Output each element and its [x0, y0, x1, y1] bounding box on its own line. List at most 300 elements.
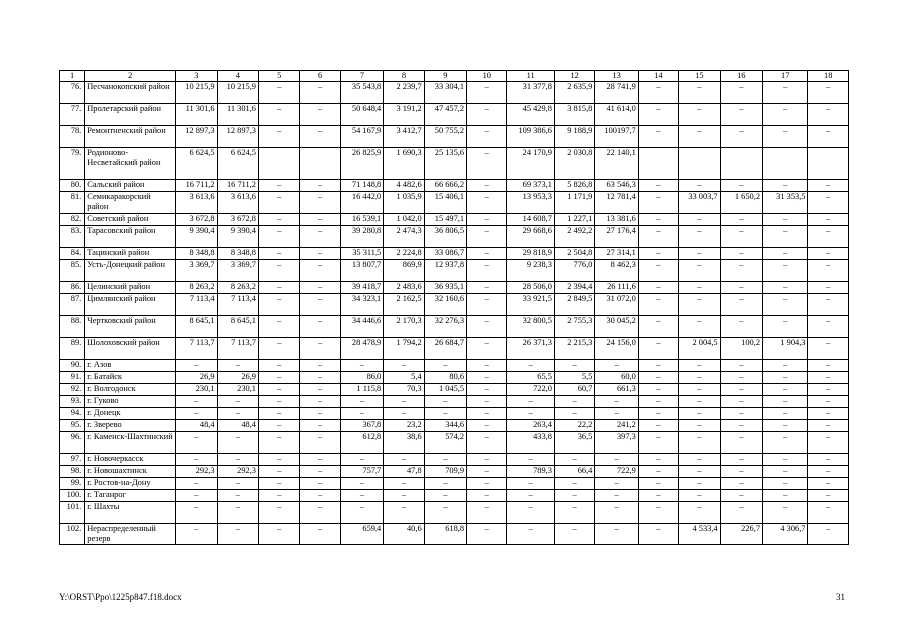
row-number: 83. — [60, 226, 85, 248]
table-cell: – — [340, 490, 383, 502]
column-number: 18 — [808, 71, 849, 82]
table-cell — [763, 148, 808, 180]
table-cell: 263,4 — [507, 420, 554, 432]
table-cell: 33 003,7 — [679, 192, 720, 214]
table-cell: 7 113,7 — [217, 338, 258, 360]
table-cell: – — [300, 396, 340, 408]
table-cell: – — [258, 524, 299, 545]
table-cell: – — [300, 226, 340, 248]
table-cell: – — [679, 420, 720, 432]
table-row — [60, 490, 849, 502]
row-number: 89. — [60, 338, 85, 360]
table-cell: 36 935,1 — [424, 282, 466, 294]
table-cell: – — [808, 338, 849, 360]
table-cell: 25 135,6 — [424, 148, 466, 180]
table-cell: 2 755,3 — [554, 316, 594, 338]
table-cell: – — [679, 82, 720, 104]
column-number: 14 — [638, 71, 678, 82]
table-cell: – — [467, 294, 507, 316]
table-cell: – — [638, 420, 678, 432]
row-number: 96. — [60, 432, 85, 454]
district-name: г. Азов — [85, 360, 176, 372]
table-cell: – — [808, 408, 849, 420]
column-number: 7 — [340, 71, 383, 82]
district-name: Чертковский район — [85, 316, 176, 338]
table-cell: 30 045,2 — [595, 316, 638, 338]
table-cell: – — [300, 180, 340, 192]
table-cell: – — [300, 316, 340, 338]
row-number: 102. — [60, 524, 85, 545]
table-cell: – — [720, 104, 762, 126]
table-cell: 1 794,2 — [384, 338, 424, 360]
table-cell: – — [679, 372, 720, 384]
table-cell: 33 086,7 — [424, 248, 466, 260]
table-cell: 23,2 — [384, 420, 424, 432]
column-number: 10 — [467, 71, 507, 82]
table-cell: 1 171,9 — [554, 192, 594, 214]
table-cell: 65,5 — [507, 372, 554, 384]
table-cell: 66,4 — [554, 466, 594, 478]
district-name: Тарасовский район — [85, 226, 176, 248]
table-cell: – — [638, 524, 678, 545]
table-cell: – — [763, 478, 808, 490]
table-cell: 12 897,3 — [217, 126, 258, 148]
table-cell: – — [467, 420, 507, 432]
table-cell: 1 904,3 — [763, 338, 808, 360]
table-cell: 39 418,7 — [340, 282, 383, 294]
table-cell: – — [679, 214, 720, 226]
table-cell: – — [340, 360, 383, 372]
column-number: 9 — [424, 71, 466, 82]
table-cell: – — [384, 454, 424, 466]
table-cell: – — [467, 226, 507, 248]
table-row — [60, 502, 849, 524]
row-number: 95. — [60, 420, 85, 432]
table-cell: 41 614,0 — [595, 104, 638, 126]
table-cell: – — [638, 104, 678, 126]
table-cell: 5,4 — [384, 372, 424, 384]
table-cell: – — [384, 408, 424, 420]
table-cell: 12 897,3 — [176, 126, 217, 148]
table-cell: 9 390,4 — [217, 226, 258, 248]
table-cell: 1 035,9 — [384, 192, 424, 214]
district-name: Сальский район — [85, 180, 176, 192]
table-cell: – — [763, 466, 808, 478]
table-cell: 40,6 — [384, 524, 424, 545]
table-cell: – — [176, 396, 217, 408]
row-number: 87. — [60, 294, 85, 316]
row-number: 88. — [60, 316, 85, 338]
table-cell: – — [763, 226, 808, 248]
column-number: 13 — [595, 71, 638, 82]
table-cell: – — [808, 524, 849, 545]
district-name: г. Волгодонск — [85, 384, 176, 396]
table-cell: – — [595, 490, 638, 502]
table-cell: 22 140,1 — [595, 148, 638, 180]
table-cell: 722,0 — [507, 384, 554, 396]
table-cell: – — [638, 192, 678, 214]
table-cell: 3 613,6 — [217, 192, 258, 214]
table-cell: – — [595, 524, 638, 545]
table-cell: 33 921,5 — [507, 294, 554, 316]
table-cell: 28 741,9 — [595, 82, 638, 104]
table-cell: – — [424, 502, 466, 524]
table-cell: – — [217, 454, 258, 466]
table-cell: 2 483,6 — [384, 282, 424, 294]
table-cell: – — [720, 396, 762, 408]
table-cell: – — [258, 192, 299, 214]
table-cell: 869,9 — [384, 260, 424, 282]
table-cell: – — [467, 82, 507, 104]
table-cell: 26 825,9 — [340, 148, 383, 180]
table-cell: 45 429,8 — [507, 104, 554, 126]
table-cell: 35 543,8 — [340, 82, 383, 104]
row-number: 100. — [60, 490, 85, 502]
table-row — [60, 432, 849, 454]
table-cell: – — [554, 396, 594, 408]
table-cell: – — [808, 420, 849, 432]
table-cell: – — [300, 294, 340, 316]
table-cell: – — [638, 466, 678, 478]
table-cell: – — [300, 384, 340, 396]
table-row — [60, 180, 849, 192]
table-cell: – — [808, 316, 849, 338]
table-cell: 1 650,2 — [720, 192, 762, 214]
table-row — [60, 316, 849, 338]
row-number: 76. — [60, 82, 85, 104]
table-cell: – — [258, 432, 299, 454]
table-cell: – — [679, 226, 720, 248]
district-name: Целинский район — [85, 282, 176, 294]
table-cell: – — [720, 490, 762, 502]
table-cell: – — [176, 478, 217, 490]
table-cell: – — [763, 282, 808, 294]
row-number: 85. — [60, 260, 85, 282]
table-cell: – — [763, 180, 808, 192]
table-cell: – — [595, 396, 638, 408]
table-cell: – — [176, 502, 217, 524]
district-name: г. Шахты — [85, 502, 176, 524]
table-cell: 4 306,7 — [763, 524, 808, 545]
table-cell: – — [638, 294, 678, 316]
table-cell: – — [467, 360, 507, 372]
row-number: 97. — [60, 454, 85, 466]
table-row — [60, 214, 849, 226]
table-cell: 50 648,4 — [340, 104, 383, 126]
table-cell: – — [763, 104, 808, 126]
table-cell: – — [763, 454, 808, 466]
table-cell: 2 394,4 — [554, 282, 594, 294]
table-cell: – — [720, 502, 762, 524]
table-cell: – — [808, 294, 849, 316]
table-cell: – — [300, 490, 340, 502]
table-cell: – — [808, 372, 849, 384]
table-cell: – — [763, 316, 808, 338]
table-cell: – — [763, 396, 808, 408]
table-row — [60, 408, 849, 420]
table-cell: – — [763, 502, 808, 524]
table-cell: – — [300, 524, 340, 545]
table-cell: 11 301,6 — [217, 104, 258, 126]
table-cell: – — [679, 180, 720, 192]
table-cell: 230,1 — [176, 384, 217, 396]
table-cell: – — [679, 282, 720, 294]
table-cell: – — [300, 454, 340, 466]
table-cell: 226,7 — [720, 524, 762, 545]
budget-table — [59, 70, 849, 545]
district-name: г. Донецк — [85, 408, 176, 420]
table-cell: 60,0 — [595, 372, 638, 384]
row-number: 82. — [60, 214, 85, 226]
table-cell: – — [467, 432, 507, 454]
table-cell: – — [679, 104, 720, 126]
column-number: 1 — [60, 71, 85, 82]
table-row — [60, 282, 849, 294]
table-cell: – — [679, 478, 720, 490]
table-cell: 47 457,2 — [424, 104, 466, 126]
table-cell: – — [258, 316, 299, 338]
table-cell: – — [258, 408, 299, 420]
table-cell: 2 162,5 — [384, 294, 424, 316]
district-name: г. Гуково — [85, 396, 176, 408]
table-cell: – — [720, 384, 762, 396]
district-name: Родионово-Несветайский район — [85, 148, 176, 180]
district-name: Советский район — [85, 214, 176, 226]
column-number: 4 — [217, 71, 258, 82]
table-cell: – — [258, 396, 299, 408]
table-cell: – — [808, 180, 849, 192]
table-cell: 27 314,1 — [595, 248, 638, 260]
table-cell: – — [679, 490, 720, 502]
table-cell: – — [424, 478, 466, 490]
table-row — [60, 104, 849, 126]
table-cell: – — [300, 502, 340, 524]
table-cell: 33 304,1 — [424, 82, 466, 104]
table-cell: 2 215,3 — [554, 338, 594, 360]
table-cell: 38,6 — [384, 432, 424, 454]
table-cell: 8 263,2 — [217, 282, 258, 294]
table-cell: 8 645,1 — [217, 316, 258, 338]
table-cell: – — [258, 478, 299, 490]
table-cell: – — [258, 420, 299, 432]
table-cell: – — [763, 432, 808, 454]
table-cell: 70,3 — [384, 384, 424, 396]
district-name: Усть-Донецкий район — [85, 260, 176, 282]
table-row — [60, 82, 849, 104]
table-cell: 22,2 — [554, 420, 594, 432]
table-cell: 1 227,1 — [554, 214, 594, 226]
table-cell: – — [424, 454, 466, 466]
table-cell: – — [467, 126, 507, 148]
table-cell: 26 684,7 — [424, 338, 466, 360]
column-number: 15 — [679, 71, 720, 82]
table-cell: 47,8 — [384, 466, 424, 478]
table-row — [60, 226, 849, 248]
table-cell: – — [300, 82, 340, 104]
table-cell — [638, 148, 678, 180]
table-cell: – — [217, 408, 258, 420]
table-cell: 1 115,8 — [340, 384, 383, 396]
table-cell: – — [808, 192, 849, 214]
table-cell: – — [763, 214, 808, 226]
row-number: 98. — [60, 466, 85, 478]
table-cell: – — [763, 360, 808, 372]
table-cell: – — [467, 466, 507, 478]
table-cell: – — [679, 360, 720, 372]
table-cell: 10 215,9 — [217, 82, 258, 104]
table-cell: – — [300, 192, 340, 214]
table-cell: – — [720, 360, 762, 372]
table-cell: – — [300, 104, 340, 126]
table-cell: – — [384, 360, 424, 372]
table-cell: – — [808, 490, 849, 502]
table-cell: – — [258, 180, 299, 192]
table-cell: – — [638, 490, 678, 502]
table-cell: – — [808, 104, 849, 126]
table-cell: – — [554, 454, 594, 466]
table-cell: – — [300, 408, 340, 420]
table-cell: – — [679, 316, 720, 338]
table-cell: – — [507, 490, 554, 502]
row-number: 101. — [60, 502, 85, 524]
table-cell: 16 539,1 — [340, 214, 383, 226]
table-cell: – — [763, 372, 808, 384]
table-cell: – — [467, 490, 507, 502]
table-cell: 31 377,8 — [507, 82, 554, 104]
table-cell: – — [808, 384, 849, 396]
table-cell: 2 492,2 — [554, 226, 594, 248]
table-cell — [720, 148, 762, 180]
column-number: 17 — [763, 71, 808, 82]
table-cell: 776,0 — [554, 260, 594, 282]
table-cell: – — [467, 408, 507, 420]
table-cell: – — [763, 126, 808, 148]
table-cell: – — [720, 372, 762, 384]
table-cell: – — [467, 316, 507, 338]
table-cell: – — [720, 466, 762, 478]
table-cell: – — [554, 524, 594, 545]
district-name: г. Новошахтинск — [85, 466, 176, 478]
table-cell: – — [720, 408, 762, 420]
table-cell: – — [638, 372, 678, 384]
table-cell: 789,3 — [507, 466, 554, 478]
table-cell: – — [638, 384, 678, 396]
table-cell: 13 381,6 — [595, 214, 638, 226]
table-cell: 100197,7 — [595, 126, 638, 148]
table-row — [60, 478, 849, 490]
table-cell: 32 160,6 — [424, 294, 466, 316]
table-cell: 26 111,6 — [595, 282, 638, 294]
table-cell: 2 030,8 — [554, 148, 594, 180]
table-cell: 7 113,4 — [176, 294, 217, 316]
table-cell: 11 301,6 — [176, 104, 217, 126]
table-cell: – — [507, 454, 554, 466]
table-cell: – — [808, 260, 849, 282]
table-cell: – — [763, 82, 808, 104]
row-number: 90. — [60, 360, 85, 372]
table-cell: – — [554, 360, 594, 372]
table-cell: – — [720, 420, 762, 432]
table-cell: – — [424, 360, 466, 372]
table-cell: 109 386,6 — [507, 126, 554, 148]
table-cell: 574,2 — [424, 432, 466, 454]
table-cell: 433,8 — [507, 432, 554, 454]
table-cell: 4 482,6 — [384, 180, 424, 192]
table-cell: – — [595, 408, 638, 420]
table-cell: 34 323,1 — [340, 294, 383, 316]
table-cell: 722,9 — [595, 466, 638, 478]
district-name: г. Новочеркасск — [85, 454, 176, 466]
table-cell: – — [258, 338, 299, 360]
table-row — [60, 126, 849, 148]
column-number: 5 — [258, 71, 299, 82]
table-cell: – — [720, 260, 762, 282]
table-cell: – — [763, 294, 808, 316]
row-number: 94. — [60, 408, 85, 420]
table-cell: – — [340, 454, 383, 466]
table-cell: – — [638, 248, 678, 260]
table-cell: – — [507, 360, 554, 372]
table-cell: – — [808, 226, 849, 248]
table-cell: – — [595, 478, 638, 490]
table-cell: – — [720, 82, 762, 104]
table-row — [60, 466, 849, 478]
table-cell: – — [258, 360, 299, 372]
table-cell: 48,4 — [217, 420, 258, 432]
table-cell: 1 690,3 — [384, 148, 424, 180]
row-number: 81. — [60, 192, 85, 214]
table-cell: – — [467, 478, 507, 490]
table-cell: – — [638, 82, 678, 104]
table-cell: – — [300, 338, 340, 360]
table-cell: – — [258, 490, 299, 502]
table-cell: – — [258, 454, 299, 466]
table-row — [60, 454, 849, 466]
table-cell: 618,8 — [424, 524, 466, 545]
district-name: Ремонтненский район — [85, 126, 176, 148]
table-cell: – — [595, 360, 638, 372]
table-cell: – — [258, 372, 299, 384]
column-number: 3 — [176, 71, 217, 82]
table-cell: 6 624,5 — [217, 148, 258, 180]
table-row — [60, 338, 849, 360]
table-cell: – — [679, 248, 720, 260]
table-cell: – — [638, 214, 678, 226]
table-cell: – — [638, 338, 678, 360]
table-cell: – — [467, 214, 507, 226]
table-cell: – — [467, 396, 507, 408]
table-cell: 15 497,1 — [424, 214, 466, 226]
table-cell: – — [595, 454, 638, 466]
table-cell: 28 478,9 — [340, 338, 383, 360]
table-cell: – — [217, 478, 258, 490]
district-name: Пролетарский район — [85, 104, 176, 126]
table-cell: – — [763, 384, 808, 396]
table-cell: 8 263,2 — [176, 282, 217, 294]
table-cell: – — [217, 396, 258, 408]
table-cell: 3 191,2 — [384, 104, 424, 126]
table-cell: 661,3 — [595, 384, 638, 396]
table-cell: – — [763, 248, 808, 260]
table-cell: – — [808, 248, 849, 260]
district-name: г. Ростов-на-Дону — [85, 478, 176, 490]
table-cell: 612,8 — [340, 432, 383, 454]
column-number: 11 — [507, 71, 554, 82]
table-cell: 66 666,2 — [424, 180, 466, 192]
table-cell: 10 215,9 — [176, 82, 217, 104]
table-cell: – — [763, 490, 808, 502]
table-cell: – — [507, 408, 554, 420]
